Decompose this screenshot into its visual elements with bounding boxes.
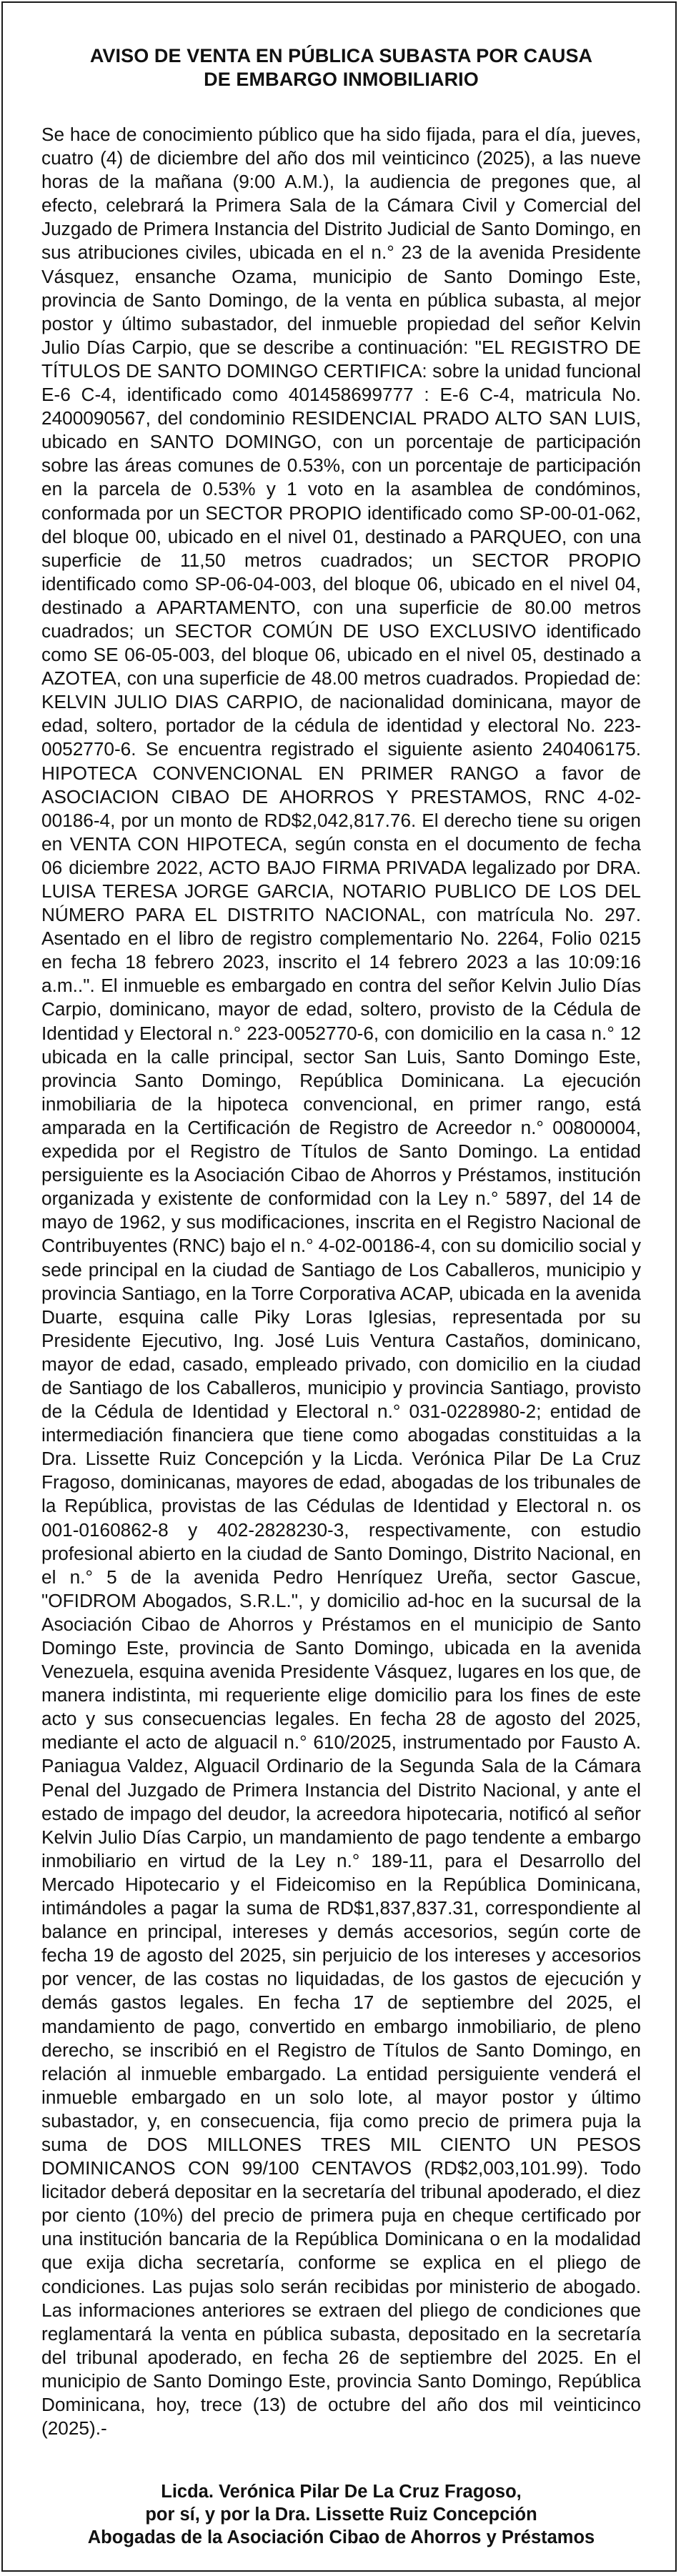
notice-body: Se hace de conocimiento público que ha sido fijada, para el día, jueves, cuatro (4) de diciembre del año dos mil veinticinco (2025), a las nueve horas de la mañana (9:00 A.M.), la audiencia de pregones que, al efecto, celebrará la Primera Sala de la Cámara Civil y Comercial del Juzgado de Primera Instancia del Distrito Judicial de Santo Domingo, en sus atribuciones civiles, ubicada en el n.° 23 de la avenida Presidente Vásquez, ensanche Ozama, municipio de Santo Domingo Este, provincia de Santo Domingo, de la venta en pública subasta, al mejor postor y último subastador, del inmueble propiedad del señor Kelvin Julio Días Carpio, que se describe a continuación: "EL REGISTRO DE TÍTULOS DE SANTO DOMINGO CERTIFICA: sobre la unidad funcional E-6 C-4, identificado como 401458699777 : E-6 C-4, matricula No. 2400090567, del condominio RESIDENCIAL PRADO ALTO SAN LUIS, ubicado en SANTO DOMINGO, con un porcentaje de participación sobre las áreas comunes de 0.53%, con un porcentaje de participación en la parcela de 0.53% y 1 voto en la asamblea de condóminos, conformada por un SECTOR PROPIO identificado como SP-00-01-062, del bloque 00, ubicado en el nivel 01, destinado a PARQUEO, con una superficie de 11,50 metros cuadrados; un SECTOR PROPIO identificado como SP-06-04-003, del bloque 06, ubicado en el nivel 04, destinado a APARTAMENTO, con una superficie de 80.00 metros cuadrados; un SECTOR COMÚN DE USO EXCLUSIVO identificado como SE 06-05-003, del bloque 06, ubicado en el nivel 05, destinado a AZOTEA, con una superficie de 48.00 metros cuadrados. Propiedad de: KELVIN JULIO DIAS CARPIO, de nacionalidad dominicana, mayor de edad, soltero, portador de la cédula de identidad y electoral No. 223-0052770-6. Se encuentra registrado el siguiente asiento 240406175. HIPOTECA CONVENCIONAL EN PRIMER RANGO a favor de ASOCIACION CIBAO DE AHORROS Y PRESTAMOS, RNC 4-02-00186-4, por un monto de RD$2,042,817.76. El derecho tiene su origen en VENTA CON HIPOTECA, según consta en el documento de fecha 06 diciembre 2022, ACTO BAJO FIRMA PRIVADA legalizado por DRA. LUISA TERESA JORGE GARCIA, NOTARIO PUBLICO DE LOS DEL NÚMERO PARA EL DISTRITO NACIONAL, con matrícula No. 297. Asentado en el libro de registro complementario No. 2264, Folio 0215 en fecha 18 febrero 2023, inscrito el 14 febrero 2023 a las 10:09:16 a.m..". El inmueble es embargado en contra del señor Kelvin Julio Días Carpio, dominicano, mayor de edad, soltero, provisto de la Cédula de Identidad y Electoral n.° 223-0052770-6, con domicilio en la casa n.° 12 ubicada en la calle principal, sector San Luis, Santo Domingo Este, provincia Santo Domingo, República Dominicana. La ejecución inmobiliaria de la hipoteca convencional, en primer rango, está amparada en la Certificación de Registro de Acreedor n.° 00800004, expedida por el Registro de Títulos de Santo Domingo. La entidad persiguiente es la Asociación Cibao de Ahorros y Préstamos, institución organizada y existente de conformidad con la Ley n.° 5897, del 14 de mayo de 1962, y sus modificaciones, inscrita en el Registro Nacional de Contribuyentes (RNC) bajo el n.° 4-02-00186-4, con su domicilio social y sede principal en la ciudad de Santiago de Los Caballeros, municipio y provincia Santiago, en la Torre Corporativa ACAP, ubicada en la avenida Duarte, esquina calle Piky Loras Iglesias, representada por su Presidente Ejecutivo, Ing. José Luis Ventura Castaños, dominicano, mayor de edad, casado, empleado privado, con domicilio en la ciudad de Santiago de los Caballeros, municipio y provincia Santiago, provisto de la Cédula de Identidad y Electoral n.° 031-0228980-2; entidad de intermediación financiera que tiene como abogadas constituidas a la Dra. Lissette Ruiz Concepción y la Licda. Verónica Pilar De La Cruz Fragoso, dominicanas, mayores de edad, abogadas de los tribunales de la República, provistas de las Cédulas de Identidad y Electoral n. os 001-0160862-8 y 402-2828230-3, respectivamente, con estudio profesional abierto en la ciudad de Santo Domingo, Distrito Nacional, en el n.° 5 de la avenida Pedro Henríquez Ureña, sector Gascue, "OFIDROM Abogados, S.R.L.", y domicilio ad-hoc en la sucursal de la Asociación Cibao de Ahorros y Préstamos en el municipio de Santo Domingo Este, provincia de Santo Domingo, ubicada en la avenida Venezuela, esquina avenida Presidente Vásquez, lugares en los que, de manera indistinta, mi requeriente elige domicilio para los fines de este acto y sus consecuencias legales. En fecha 28 de agosto del 2025, mediante el acto de alguacil n.° 610/2025, instrumentado por Fausto A. Paniagua Valdez, Alguacil Ordinario de la Segunda Sala de la Cámara Penal del Juzgado de Primera Instancia del Distrito Nacional, y ante el estado de impago del deudor, la acreedora hipotecaria, notificó al señor Kelvin Julio Días Carpio, un mandamiento de pago tendente a embargo inmobiliario en virtud de la Ley n.° 189-11, para el Desarrollo del Mercado Hipotecario y el Fideicomiso en la República Dominicana, intimándoles a pagar la suma de RD$1,837,837.31, correspondiente al balance en principal, intereses y demás accesorios, según corte de fecha 19 de agosto del 2025, sin perjuicio de los intereses y accesorios por vencer, de las costas no liquidadas, de los gastos de ejecución y demás gastos legales. En fecha 17 de septiembre del 2025, el mandamiento de pago, convertido en embargo inmobiliario, de pleno derecho, se inscribió en el Registro de Títulos de Santo Domingo, en relación al inmueble embargado. La entidad persiguiente venderá el inmueble embargado en un solo lote, al mayor postor y último subastador, y, en consecuencia, fija como precio de primera puja la suma de DOS MILLONES TRES MIL CIENTO UN PESOS DOMINICANOS CON 99/100 CENTAVOS (RD$2,003,101.99). Todo licitador deberá depositar en la secretaría del tribunal apoderado, el diez por ciento (10%) del precio de primera puja en cheque certificado por una institución bancaria de la República Dominicana o en la modalidad que exija dicha secretaría, conforme se explica en el pliego de condiciones. Las pujas solo serán recibidas por ministerio de abogado. Las informaciones anteriores se extraen del pliego de condiciones que reglamentará la venta en pública subasta, depositado en la secretaría del tribunal apoderado, en fecha 26 de septiembre del 2025. En el municipio de Santo Domingo Este, provincia Santo Domingo, República Dominicana, hoy, trece (13) de octubre del año dos mil veinticinco (2025).- [41,124,641,2440]
notice-title [41,44,641,91]
notice-title-line-1: AVISO DE VENTA EN PÚBLICA SUBASTA POR CAUSA [89,45,593,66]
legal-notice-box [1,1,677,2572]
signature-line-2: por sí, y por la Dra. Lissette Ruiz Concepción [145,2505,537,2525]
signature-line-3: Abogadas de la Asociación Cibao de Ahorros y Préstamos [87,2527,595,2548]
notice-title-line-2: DE EMBARGO INMOBILIARIO [204,69,479,90]
signature-block [41,2480,641,2549]
signature-line-1: Licda. Verónica Pilar De La Cruz Fragoso, [161,2482,522,2502]
